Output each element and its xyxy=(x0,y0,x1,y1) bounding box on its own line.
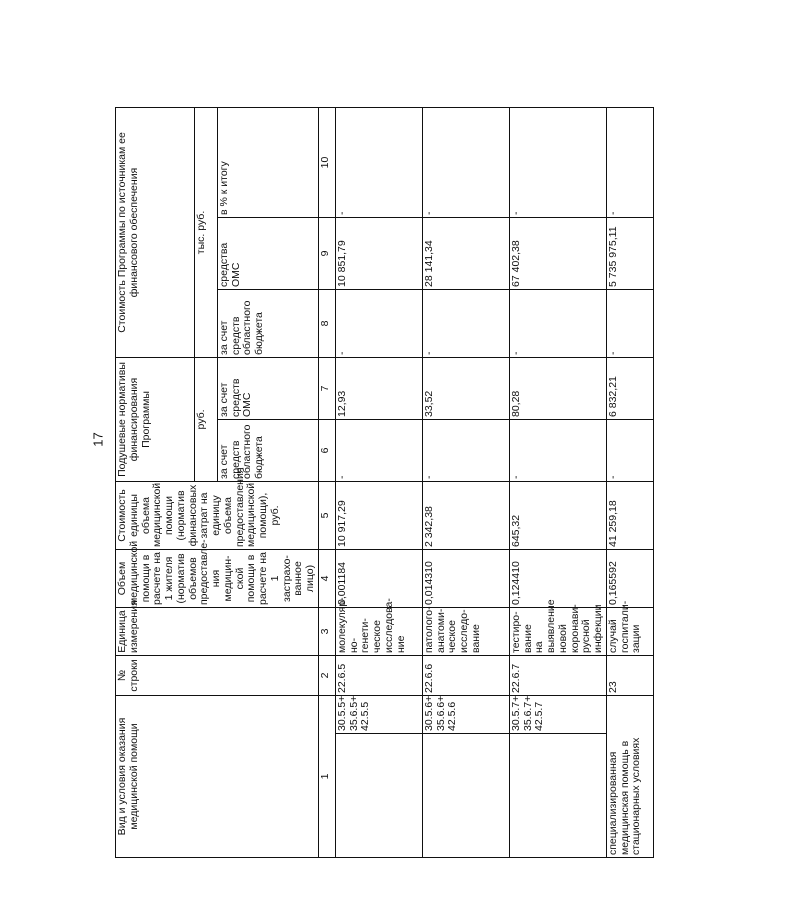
column-number: 2 xyxy=(318,656,335,696)
row-number: 22.6.7 xyxy=(509,656,606,696)
row-cost-unit: 645,32 xyxy=(509,482,606,550)
table-row xyxy=(606,57,653,857)
row-kind xyxy=(509,734,606,858)
column-number: 5 xyxy=(318,482,335,550)
rotated-table-container xyxy=(115,58,800,858)
row-kind xyxy=(335,734,422,858)
row-volume: 0,165592 xyxy=(606,550,653,608)
page-number: 17 xyxy=(90,432,106,447)
row-number: 23 xyxy=(606,656,653,696)
row-pc-oms: 80,28 xyxy=(509,357,606,419)
row-pr-oms: 5 735 975,11 xyxy=(606,217,653,289)
row-pr-budget: - xyxy=(422,289,509,357)
row-pr-pct: - xyxy=(509,107,606,217)
row-volume: 0,124410 xyxy=(509,550,606,608)
row-pr-oms: 10 851,79 xyxy=(335,217,422,289)
row-pr-pct: - xyxy=(335,107,422,217)
header-program-budget: за счет средств областного бюджета xyxy=(217,289,318,357)
row-pr-pct: - xyxy=(606,107,653,217)
row-pc-budget: - xyxy=(422,420,509,482)
row-unit: молекуляр-но-генети-ческое исследова-ние xyxy=(335,608,422,656)
header-unit: Единица измерения xyxy=(116,608,319,656)
header-per-capita-unit: руб. xyxy=(194,357,217,481)
row-cost-unit: 10 917,29 xyxy=(335,482,422,550)
row-ref: 30.5.6+ 35.6.6+ 42.5.6 xyxy=(422,696,509,734)
header-per-capita: Подушевые нормативы финансирования Программы xyxy=(116,357,195,481)
row-kind xyxy=(422,734,509,858)
row-pr-oms: 67 402,38 xyxy=(509,217,606,289)
header-kind: Вид и условия оказания медицинской помощи xyxy=(116,696,319,858)
row-unit: тестиро-вание на выявление новой коронави-русной инфекции xyxy=(509,608,606,656)
row-pr-pct: - xyxy=(422,107,509,217)
row-pr-budget: - xyxy=(335,289,422,357)
row-pc-oms: 33,52 xyxy=(422,357,509,419)
row-cost-unit: 41 259,18 xyxy=(606,482,653,550)
row-cost-unit: 2 342,38 xyxy=(422,482,509,550)
row-pr-budget: - xyxy=(606,289,653,357)
row-ref: 30.5.5+ 35.6.5+ 42.5.5 xyxy=(335,696,422,734)
table-row xyxy=(509,57,606,857)
column-number: 1 xyxy=(318,696,335,858)
row-pc-oms: 12,93 xyxy=(335,357,422,419)
column-number: 9 xyxy=(318,217,335,289)
header-row-no: № строки xyxy=(116,656,319,696)
column-number: 4 xyxy=(318,550,335,608)
header-program-oms: средства ОМС xyxy=(217,217,318,289)
column-number: 3 xyxy=(318,608,335,656)
row-pc-oms: 6 832,21 xyxy=(606,357,653,419)
row-pc-budget: - xyxy=(509,420,606,482)
column-numbers-row xyxy=(318,57,335,857)
row-pr-budget: - xyxy=(509,289,606,357)
column-number: 10 xyxy=(318,107,335,217)
row-number: 22.6.5 xyxy=(335,656,422,696)
header-volume: Объем медицинской помощи в расчете на 1 жителя (норматив объемов предоставле-ния медицин-ской помощи в расчете на 1 застрахо-ванное лицо) xyxy=(116,550,319,608)
row-pr-oms: 28 141,34 xyxy=(422,217,509,289)
row-volume: 0,001184 xyxy=(335,550,422,608)
row-pc-budget: - xyxy=(335,420,422,482)
table-row xyxy=(422,57,509,857)
row-kind: специализированная медицинская помощь в стационарных условиях xyxy=(606,696,653,858)
column-number: 7 xyxy=(318,357,335,419)
column-number: 6 xyxy=(318,420,335,482)
table-row xyxy=(335,57,422,857)
header-program-cost: Стоимость Программы по источникам ее финансового обеспечения xyxy=(116,107,195,357)
financing-table xyxy=(115,57,654,858)
row-ref: 30.5.7+ 35.6.7+ 42.5.7 xyxy=(509,696,606,734)
header-per-capita-budget: за счет средств областного бюджета xyxy=(217,420,318,482)
row-volume: 0,014310 xyxy=(422,550,509,608)
row-number: 22.6.6 xyxy=(422,656,509,696)
header-per-capita-oms: за счет средств ОМС xyxy=(217,357,318,419)
header-program-cost-unit: тыс. руб. xyxy=(194,107,217,357)
row-pc-budget: - xyxy=(606,420,653,482)
header-program-pct: в % к итогу xyxy=(217,107,318,217)
header-cost-unit: Стоимость единицы объема медицинской помощи (норматив финансовых затрат на единицу объема предоставления медицинской помощи), руб. xyxy=(116,482,319,550)
row-unit: патолого-анатоми-ческое исследо-вание xyxy=(422,608,509,656)
row-unit: случай госпитали-зации xyxy=(606,608,653,656)
column-number: 8 xyxy=(318,289,335,357)
